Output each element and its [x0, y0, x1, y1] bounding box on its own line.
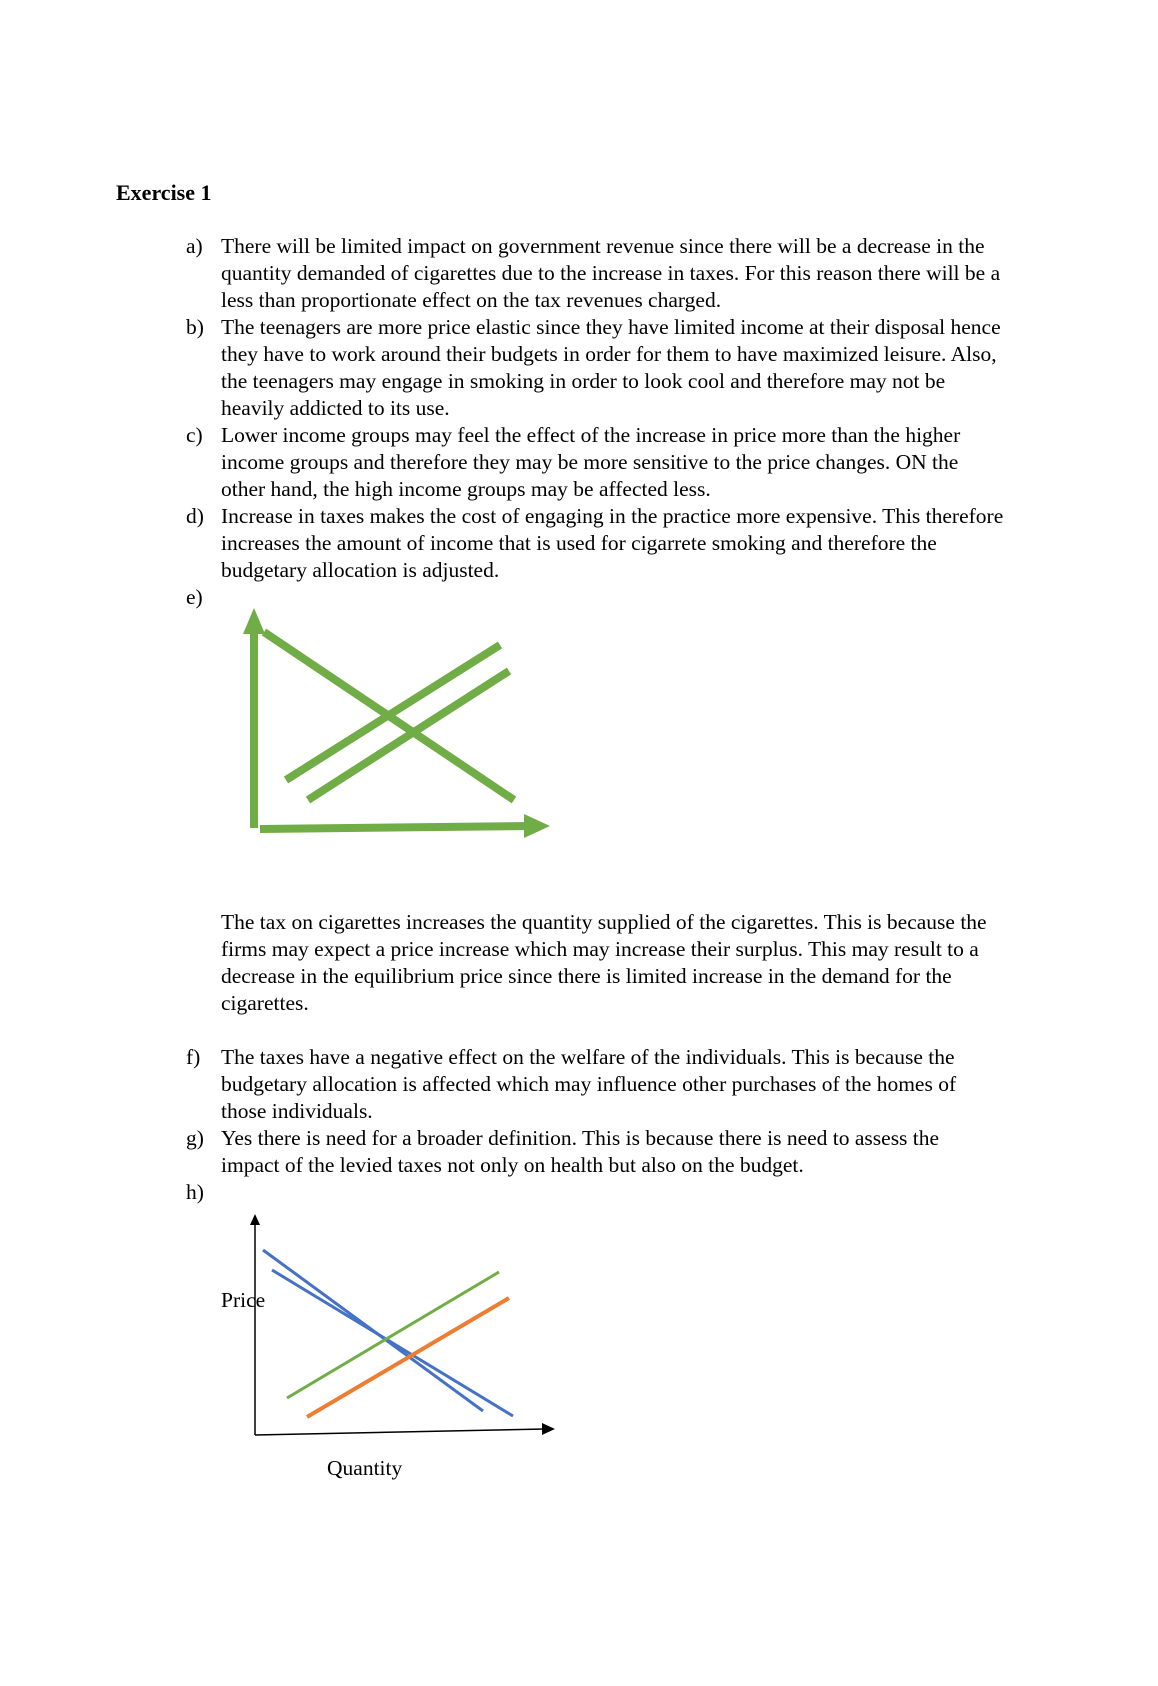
item-label: h) — [186, 1180, 204, 1204]
item-text — [221, 422, 1081, 503]
text-line: Yes there is need for a broader definition. This is because there is need to assess the — [221, 1126, 940, 1150]
text-line: The tax on cigarettes increases the quantity supplied of the cigarettes. This is because the — [221, 910, 987, 934]
text-line: they have to work around their budgets in order for them to have maximized leisure. Also, — [221, 342, 997, 366]
text-line: heavily addicted to its use. — [221, 396, 450, 420]
exercise-title: Exercise 1 — [116, 180, 212, 205]
item-e-paragraph — [221, 909, 1081, 1017]
text-line: quantity demanded of cigarettes due to the increase in taxes. For this reason there will be a — [221, 261, 1001, 285]
text-line: cigarettes. — [221, 991, 309, 1015]
text-line: The taxes have a negative effect on the welfare of the individuals. This is because the — [221, 1045, 955, 1069]
item-label: a) — [186, 234, 203, 258]
item-text — [221, 1044, 1081, 1125]
text-line: the teenagers may engage in smoking in order to look cool and therefore may not be — [221, 369, 946, 393]
diagram-h-y-arrowhead — [250, 1214, 260, 1225]
text-line: decrease in the equilibrium price since there is limited increase in the demand for the — [221, 964, 952, 988]
text-line: budgetary allocation is adjusted. — [221, 558, 500, 582]
diagram-h-demand-line-2 — [272, 1270, 513, 1416]
text-line: Lower income groups may feel the effect of the increase in price more than the higher — [221, 423, 961, 447]
text-line: impact of the levied taxes not only on health but also on the budget. — [221, 1153, 804, 1177]
diagram-h — [240, 1208, 580, 1448]
quantity-axis-label: Quantity — [327, 1456, 403, 1480]
text-line: less than proportionate effect on the tax revenues charged. — [221, 288, 722, 312]
diagram-e-x-arrowhead — [524, 814, 550, 838]
text-line: The teenagers are more price elastic since they have limited income at their disposal hence — [221, 315, 1001, 339]
text-line: Increase in taxes makes the cost of engaging in the practice more expensive. This therefore — [221, 504, 1004, 528]
item-label: b) — [186, 315, 204, 339]
item-label: f) — [186, 1045, 201, 1069]
text-line: budgetary allocation is affected which may influence other purchases of the homes of — [221, 1072, 957, 1096]
diagram-e-x-axis — [260, 826, 530, 829]
price-axis-label: Price — [221, 1288, 266, 1312]
diagram-e-y-arrowhead — [243, 608, 265, 634]
item-text — [221, 233, 1081, 314]
text-line: other hand, the high income groups may be affected less. — [221, 477, 711, 501]
item-label: d) — [186, 504, 204, 528]
diagram-h-x-arrowhead — [542, 1423, 555, 1435]
item-text — [221, 314, 1081, 422]
diagram-h-supply-line-2 — [307, 1298, 509, 1417]
text-line: income groups and therefore they may be more sensitive to the price changes. ON the — [221, 450, 959, 474]
diagram-e — [240, 600, 560, 840]
item-text — [221, 1125, 1081, 1179]
text-line: those individuals. — [221, 1099, 373, 1123]
diagram-h-x-axis — [255, 1429, 545, 1435]
text-line: There will be limited impact on government revenue since there will be a decrease in the — [221, 234, 985, 258]
item-label: e) — [186, 585, 203, 609]
item-label: g) — [186, 1126, 204, 1150]
text-line: firms may expect a price increase which may increase their surplus. This may result to a — [221, 937, 979, 961]
item-text — [221, 503, 1081, 584]
item-label: c) — [186, 423, 203, 447]
text-line: increases the amount of income that is used for cigarrete smoking and therefore the — [221, 531, 937, 555]
